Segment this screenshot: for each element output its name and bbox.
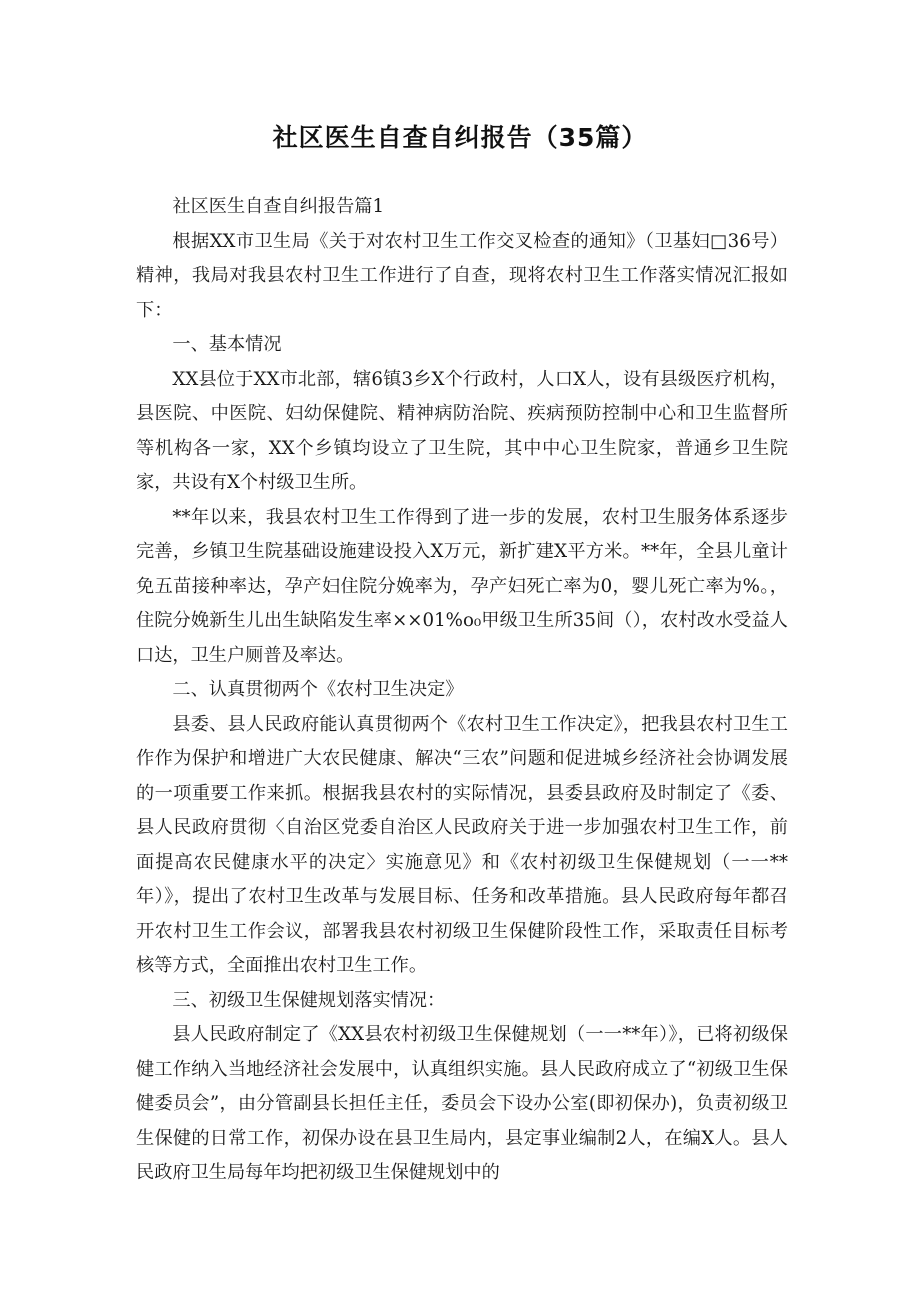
section-heading-implement-decisions: 二、认真贯彻两个《农村卫生决定》 (172, 679, 464, 700)
section-heading-basic-situation: 一、基本情况 (172, 334, 282, 355)
document-title: 社区医生自查自纠报告（35篇） (272, 123, 648, 152)
paragraph-intro: 根据XX市卫生局《关于对农村卫生工作交叉检查的通知》（卫基妇□36号）精神，我局对我县农村卫生工作进行了自查，现将农村卫生工作落实情况汇报如下： (136, 230, 788, 321)
section-heading-primary-care-plan: 三、初级卫生保健规划落实情况： (172, 989, 446, 1011)
paragraph-subtitle: 社区医生自查自纠报告篇1 (172, 196, 385, 217)
paragraph-county-overview: XX县位于XX市北部，辖6镇3乡X个行政村，人口X人，设有县级医疗机构，县医院、中医院、妇幼保健院、精神病防治院、疾病预防控制中心和卫生监督所等机构各一家，XX个乡镇均设立了卫生院，其中中心卫生院家，普通乡卫生院家，共设有X个村级卫生所。 (136, 368, 788, 493)
paragraph-implementation: 县委、县人民政府能认真贯彻两个《农村卫生工作决定》，把我县农村卫生工作作为保护和增进广大农民健康、解决“三农”问题和促进城乡经济社会协调发展的一项重要工作来抓。根据我县农村的实际情况，县委县政府及时制定了《委、县人民政府贯彻〈自治区党委自治区人民政府关于进一步加强农村卫生工作，前面提高农民健康水平的决定〉实施意见》和《农村初级卫生保健规划（一一**年）》，提出了农村卫生改革与发展目标、任务和改革措施。县人民政府每年都召开农村卫生工作会议，部署我县农村初级卫生保健阶段性工作，采取责任目标考核等方式，全面推出农村卫生工作。 (136, 713, 788, 976)
document-body (136, 190, 788, 1191)
paragraph-development: **年以来，我县农村卫生工作得到了进一步的发展，农村卫生服务体系逐步完善，乡镇卫生院基础设施建设投入X万元，新扩建X平方米。**年，全县儿童计免五苗接种率达，孕产妇住院分娩率为，孕产妇死亡率为0，婴儿死亡率为%。，住院分娩新生儿出生缺陷发生率××01%o₀甲级卫生所35间（），农村改水受益人口达，卫生户厕普及率达。 (136, 506, 788, 666)
paragraph-primary-care: 县人民政府制定了《XX县农村初级卫生保健规划（一一**年）》，已将初级保健工作纳入当地经济社会发展中，认真组织实施。县人民政府成立了“初级卫生保健委员会”，由分管副县长担任主任，委员会下设办公室(即初保办)，负责初级卫生保健的日常工作，初保办设在县卫生局内，县定事业编制2人，在编X人。县人民政府卫生局每年均把初级卫生保健规划中的 (136, 1024, 788, 1183)
